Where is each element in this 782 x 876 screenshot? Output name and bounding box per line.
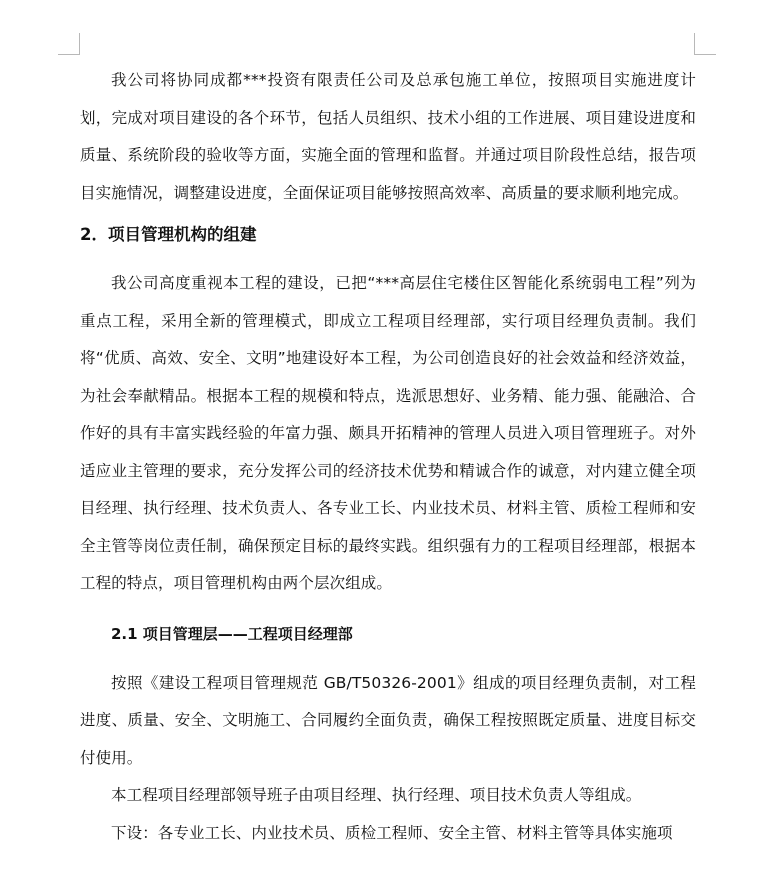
section-heading: 2．项目管理机构的组建 [80, 225, 257, 244]
body-paragraph: 我公司高度重视本工程的建设，已把“***高层住宅楼住区智能化系统弱电工程”列为重点工程，采用全新的管理模式，即成立工程项目经理部，实行项目经理负责制。我们将“优质、高效、安全、文明”地建设好本工程，为公司创造良好的社会效益和经济效益，为社会奉献精品。根据本工程的规模和特点，选派思想好、业务精、能力强、能融洽、合作好的具有丰富实践经验的年富力强、颇具开拓精神的管理人员进入项目管理班子。对外适应业主管理的要求，充分发挥公司的经济技术优势和精诚合作的诚意，对内建立健全项目经理、执行经理、技术负责人、各专业工长、内业技术员、材料主管、质检工程师和安全主管等岗位责任制，确保预定目标的最终实践。组织强有力的工程项目经理部，根据本工程的特点，项目管理机构由两个层次组成。 [80, 274, 696, 592]
crop-mark-top-left [58, 33, 80, 55]
body-paragraph: 按照《建设工程项目管理规范 GB/T50326-2001》组成的项目经理负责制，对工程进度、质量、安全、文明施工、合同履约全面负责，确保工程按照既定质量、进度目标交付使用。 [80, 673, 696, 767]
body-paragraph: 本工程项目经理部领导班子由项目经理、执行经理、项目技术负责人等组成。 [111, 786, 642, 804]
document-body [80, 62, 696, 852]
body-paragraph: 我公司将协同成都***投资有限责任公司及总承包施工单位，按照项目实施进度计划，完成对项目建设的各个环节，包括人员组织、技术小组的工作进展、项目建设进度和质量、系统阶段的验收等方面，实施全面的管理和监督。并通过项目阶段性总结，报告项目实施情况，调整建设进度，全面保证项目能够按照高效率、高质量的要求顺利地完成。 [80, 71, 696, 202]
body-paragraph: 下设：各专业工长、内业技术员、质检工程师、安全主管、材料主管等具体实施项 [111, 823, 673, 842]
subsection-heading: 2.1 项目管理层——工程项目经理部 [111, 624, 353, 643]
crop-mark-top-right [694, 33, 716, 55]
